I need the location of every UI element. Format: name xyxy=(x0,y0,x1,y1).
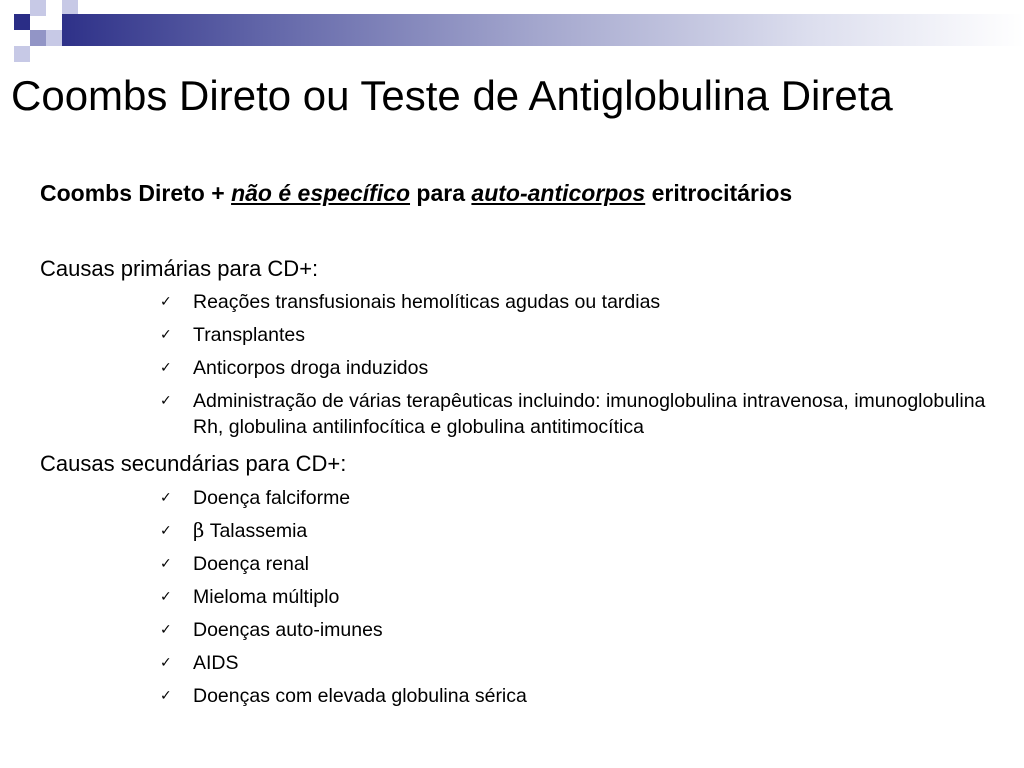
list-item-text: Doenças com elevada globulina sérica xyxy=(193,685,527,707)
list-item-text: AIDS xyxy=(193,652,239,674)
list-item xyxy=(160,485,1000,511)
list-item-text: Anticorpos droga induzidos xyxy=(193,357,429,379)
list-item-text: Transplantes xyxy=(193,324,306,346)
checkmark-icon: ✓ xyxy=(160,622,172,638)
slide-title: Coombs Direto ou Teste de Antiglobulina Direta xyxy=(11,72,893,119)
checkmark-icon: ✓ xyxy=(160,393,172,409)
checkmark-icon: ✓ xyxy=(160,655,172,671)
checkmark-icon: ✓ xyxy=(160,589,172,605)
checkmark-icon: ✓ xyxy=(160,294,172,310)
list-item-text: Doença renal xyxy=(193,553,309,575)
checkmark-icon: ✓ xyxy=(160,327,172,343)
list-item xyxy=(160,355,1000,381)
list-item xyxy=(160,322,1000,348)
list-item-text: Doença falciforme xyxy=(193,487,351,509)
checkmark-icon: ✓ xyxy=(160,360,172,376)
checkmark-icon: ✓ xyxy=(160,688,172,704)
subtitle-emphasis: não é específico xyxy=(231,180,411,206)
subtitle-text: eritrocitários xyxy=(645,180,793,206)
beta-symbol: β xyxy=(193,519,205,542)
list-item-text: Talassemia xyxy=(209,520,308,542)
list-item-text: Reações transfusionais hemolíticas agudas ou tardias xyxy=(193,291,661,313)
list-item xyxy=(160,650,1000,676)
list-item-text: Mieloma múltiplo xyxy=(193,586,340,608)
decor-square xyxy=(46,30,62,46)
decor-square xyxy=(30,46,46,62)
list-item xyxy=(160,584,1000,610)
list-item xyxy=(160,289,1000,315)
primary-causes-heading: Causas primárias para CD+: xyxy=(40,256,319,281)
list-item xyxy=(160,518,1000,544)
decor-square xyxy=(14,14,30,30)
secondary-causes-list xyxy=(160,485,1000,716)
list-item xyxy=(160,683,1000,709)
subtitle-text: para xyxy=(410,180,472,206)
decor-square xyxy=(62,0,78,14)
subtitle-emphasis: auto-anticorpos xyxy=(471,180,646,206)
list-item xyxy=(160,617,1000,643)
list-item-text: Administração de várias terapêuticas incluindo: imunoglobulina intravenosa, imunoglobulina Rh, globulina antilinfocítica e globulina antitimocítica xyxy=(193,390,986,438)
secondary-causes-heading: Causas secundárias para CD+: xyxy=(40,451,347,476)
decor-square xyxy=(46,14,62,30)
list-item-text: Doenças auto-imunes xyxy=(193,619,383,641)
subtitle-text: Coombs Direto + xyxy=(40,180,232,206)
decor-square xyxy=(30,30,46,46)
list-item xyxy=(160,551,1000,577)
list-item xyxy=(160,388,1000,440)
checkmark-icon: ✓ xyxy=(160,490,172,506)
checkmark-icon: ✓ xyxy=(160,556,172,572)
decor-square xyxy=(14,46,30,62)
slide-subtitle xyxy=(40,180,792,207)
primary-causes-list xyxy=(160,289,1000,447)
header-gradient-band xyxy=(46,14,1024,46)
decor-square xyxy=(30,0,46,16)
checkmark-icon: ✓ xyxy=(160,523,172,539)
